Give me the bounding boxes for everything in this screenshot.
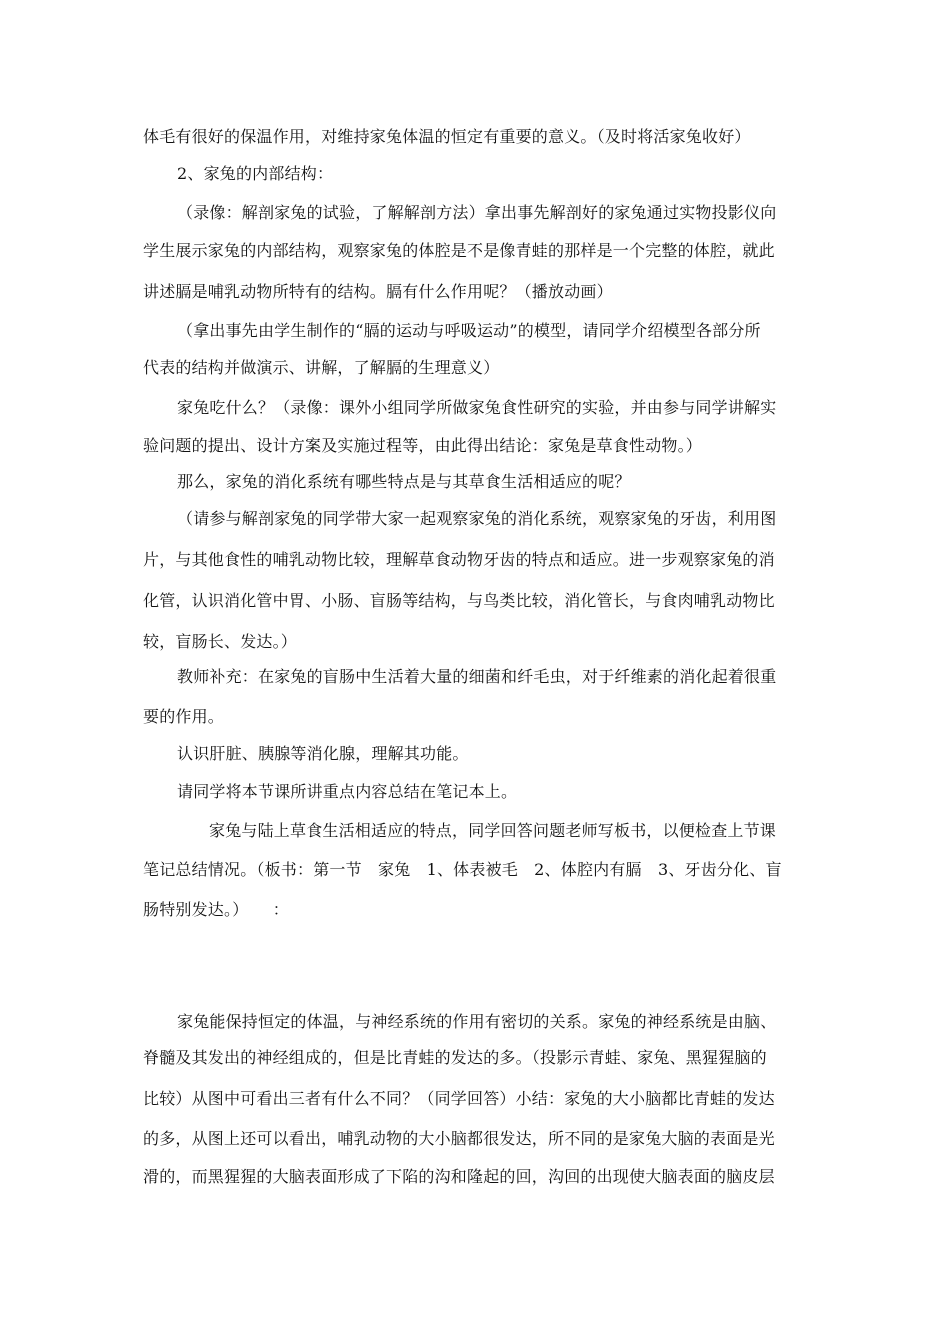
paragraph-line: 脊髓及其发出的神经组成的，但是比青蛙的发达的多。（投影示青蛙、家兔、黑猩猩脑的 [143,1048,767,1067]
paragraph-line: 学生展示家兔的内部结构，观察家兔的体腔是不是像青蛙的那样是一个完整的体腔，就此 [143,241,775,260]
paragraph-line: 体毛有很好的保温作用，对维持家兔体温的恒定有重要的意义。（及时将活家兔收好） [143,127,751,146]
paragraph-line: 片，与其他食性的哺乳动物比较，理解草食动物牙齿的特点和适应。进一步观察家兔的消 [143,550,775,569]
paragraph-line: （请参与解剖家兔的同学带大家一起观察家兔的消化系统，观察家兔的牙齿，利用图 [177,509,777,528]
paragraph-line: 家兔与陆上草食生活相适应的特点，同学回答问题老师写板书，以便检查上节课 [209,821,777,840]
paragraph-line: 滑的，而黑猩猩的大脑表面形成了下陷的沟和隆起的回，沟回的出现使大脑表面的脑皮层 [143,1167,775,1186]
paragraph-line: 比较）从图中可看出三者有什么不同？（同学回答）小结：家兔的大小脑都比青蛙的发达 [143,1089,775,1108]
paragraph-line: 教师补充：在家兔的盲肠中生活着大量的细菌和纤毛虫，对于纤维素的消化起着很重 [177,667,777,686]
blackboard-summary-line: 肠特别发达。） ： [143,900,290,919]
paragraph-line: （录像：解剖家兔的试验，了解解剖方法）拿出事先解剖好的家兔通过实物投影仪向 [177,203,777,222]
paragraph-line: 家兔能保持恒定的体温，与神经系统的作用有密切的关系。家兔的神经系统是由脑、 [177,1012,777,1031]
paragraph-line: 认识肝脏、胰腺等消化腺，理解其功能。 [177,744,469,763]
paragraph-line: 较，盲肠长、发达。） [143,632,298,651]
paragraph-line: 验问题的提出、设计方案及实施过程等，由此得出结论：家兔是草食性动物。） [143,436,703,455]
blackboard-summary-line: 笔记总结情况。（板书：第一节 家兔 1、体表被毛 2、体腔内有膈 3、牙齿分化、盲 [143,860,782,879]
paragraph-line: 化管，认识消化管中胃、小肠、盲肠等结构，与鸟类比较，消化管长，与食肉哺乳动物比 [143,591,775,610]
paragraph-line: 代表的结构并做演示、讲解，了解膈的生理意义） [143,358,500,377]
paragraph-line: 讲述膈是哺乳动物所特有的结构。膈有什么作用呢？（播放动画） [143,282,613,301]
paragraph-line: 请同学将本节课所讲重点内容总结在笔记本上。 [177,782,518,801]
paragraph-line: 家兔吃什么？（录像：课外小组同学所做家兔食性研究的实验，并由参与同学讲解实 [177,398,777,417]
paragraph-line: 的多，从图上还可以看出，哺乳动物的大小脑都很发达，所不同的是家兔大脑的表面是光 [143,1129,775,1148]
section-heading: 2、家兔的内部结构： [177,164,334,183]
paragraph-line: 要的作用。 [143,707,225,726]
paragraph-line: 那么，家兔的消化系统有哪些特点是与其草食生活相适应的呢？ [177,472,631,491]
paragraph-line: （拿出事先由学生制作的“膈的运动与呼吸运动”的模型，请同学介绍模型各部分所 [177,321,761,340]
